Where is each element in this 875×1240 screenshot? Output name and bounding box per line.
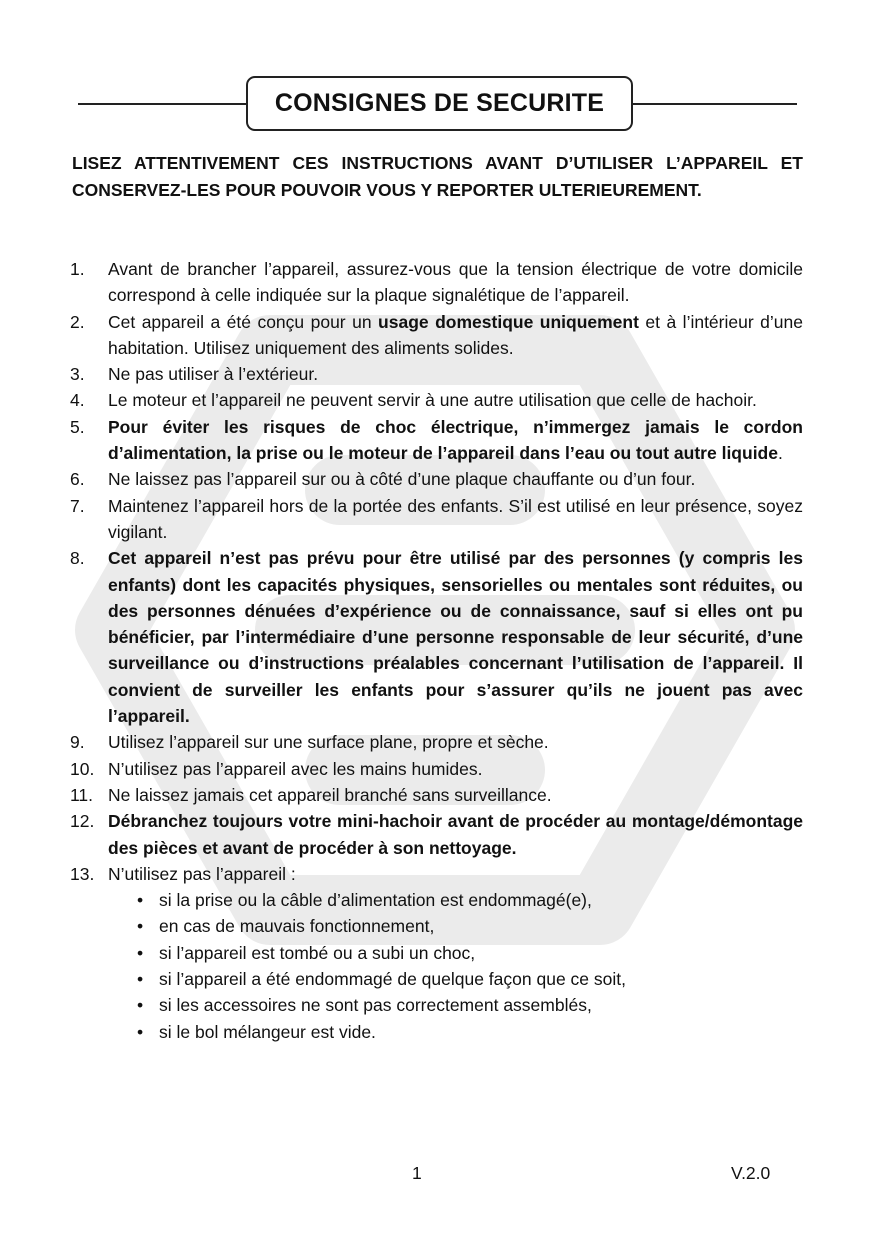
intro-warning: LISEZ ATTENTIVEMENT CES INSTRUCTIONS AVANT D’UTILISER L’APPAREIL ET CONSERVEZ-LES POUR POUVOIR VOUS Y REPORTER ULTERIEUREMENT.	[72, 153, 803, 200]
list-item: 2. Cet appareil a été conçu pour un usage domestique uniquement et à l’intérieur d’une habitation. Utilisez uniquement des aliments solides.	[70, 311, 803, 358]
header-rule-left	[78, 103, 246, 105]
header-rule-right	[631, 103, 797, 105]
bullet-icon: •	[137, 969, 144, 990]
list-item: 6. Ne laissez pas l’appareil sur ou à côté d’une plaque chauffante ou d’un four.	[70, 469, 696, 490]
bullet-item: • si l’appareil est tombé ou a subi un choc,	[108, 940, 803, 966]
bullet-icon: •	[137, 995, 144, 1016]
list-item: 8. Cet appareil n’est pas prévu pour être utilisé par des personnes (y compris les enfants) dont les capacités physiques, sensorielles ou mentales sont réduites, ou des personnes dénuées d’expérience ou de connaissance, sauf si elles ont pu bénéficier, par l’intermédiaire d’une personne responsable de leur sécurité, d’une surveillance ou d’instructions préalables concernant l’utilisation de l’appareil. Il convient de surveiller les enfants pour s’assurer qu’ils ne jouent pas avec l’appareil.	[70, 548, 803, 727]
bullet-item: • en cas de mauvais fonctionnement,	[108, 913, 803, 939]
bullet-item: • si les accessoires ne sont pas correctement assemblés,	[108, 992, 803, 1018]
bullet-icon: •	[137, 890, 144, 911]
list-item: 3. Ne pas utiliser à l’extérieur.	[70, 364, 319, 385]
list-item: 1. Avant de brancher l’appareil, assurez-vous que la tension électrique de votre domicile correspond à celle indiquée sur la plaque signalétique de l’appareil.	[70, 259, 803, 306]
list-item: 13. N’utilisez pas l’appareil : • si la prise ou la câble d’alimentation est endommagé(e), • en cas de mauvais fonctionnement, • si l’appareil est tombé ou a subi un choc, • si l’appareil a été endommagé de quelque façon que ce soit, • si les accessoires ne sont pas correctement assemblés, • si le bol mélangeur est vide.	[68, 861, 803, 1045]
bullet-icon: •	[137, 916, 144, 937]
page-number: 1	[412, 1163, 422, 1183]
safety-instructions-list	[68, 256, 803, 1045]
list-item: 4. Le moteur et l’appareil ne peuvent servir à une autre utilisation que celle de hachoir.	[70, 390, 757, 411]
list-item: 9. Utilisez l’appareil sur une surface plane, propre et sèche.	[70, 732, 549, 753]
section-header	[78, 76, 797, 132]
list-item: 12. Débranchez toujours votre mini-hachoir avant de procéder au montage/démontage des pièces et avant de procéder à son nettoyage.	[70, 811, 803, 858]
bullet-icon: •	[137, 942, 144, 963]
list-item: 5. Pour éviter les risques de choc électrique, n’immergez jamais le cordon d’alimentation, la prise ou le moteur de l’appareil dans l’eau ou tout autre liquide.	[70, 416, 803, 464]
bullet-item: • si le bol mélangeur est vide.	[108, 1019, 803, 1045]
list-item: 11. Ne laissez jamais cet appareil branché sans surveillance.	[70, 784, 552, 805]
list-item: 10. N’utilisez pas l’appareil avec les mains humides.	[70, 758, 483, 779]
page-title: CONSIGNES DE SECURITE	[246, 76, 633, 131]
bullet-list	[108, 887, 803, 1045]
bullet-icon: •	[137, 1021, 144, 1042]
document-version: V.2.0	[731, 1163, 771, 1183]
bullet-item: • si l’appareil a été endommagé de quelque façon que ce soit,	[108, 966, 803, 992]
bullet-item: • si la prise ou la câble d’alimentation est endommagé(e),	[108, 887, 803, 913]
list-item: 7. Maintenez l’appareil hors de la portée des enfants. S’il est utilisé en leur présence, soyez vigilant.	[70, 495, 803, 542]
